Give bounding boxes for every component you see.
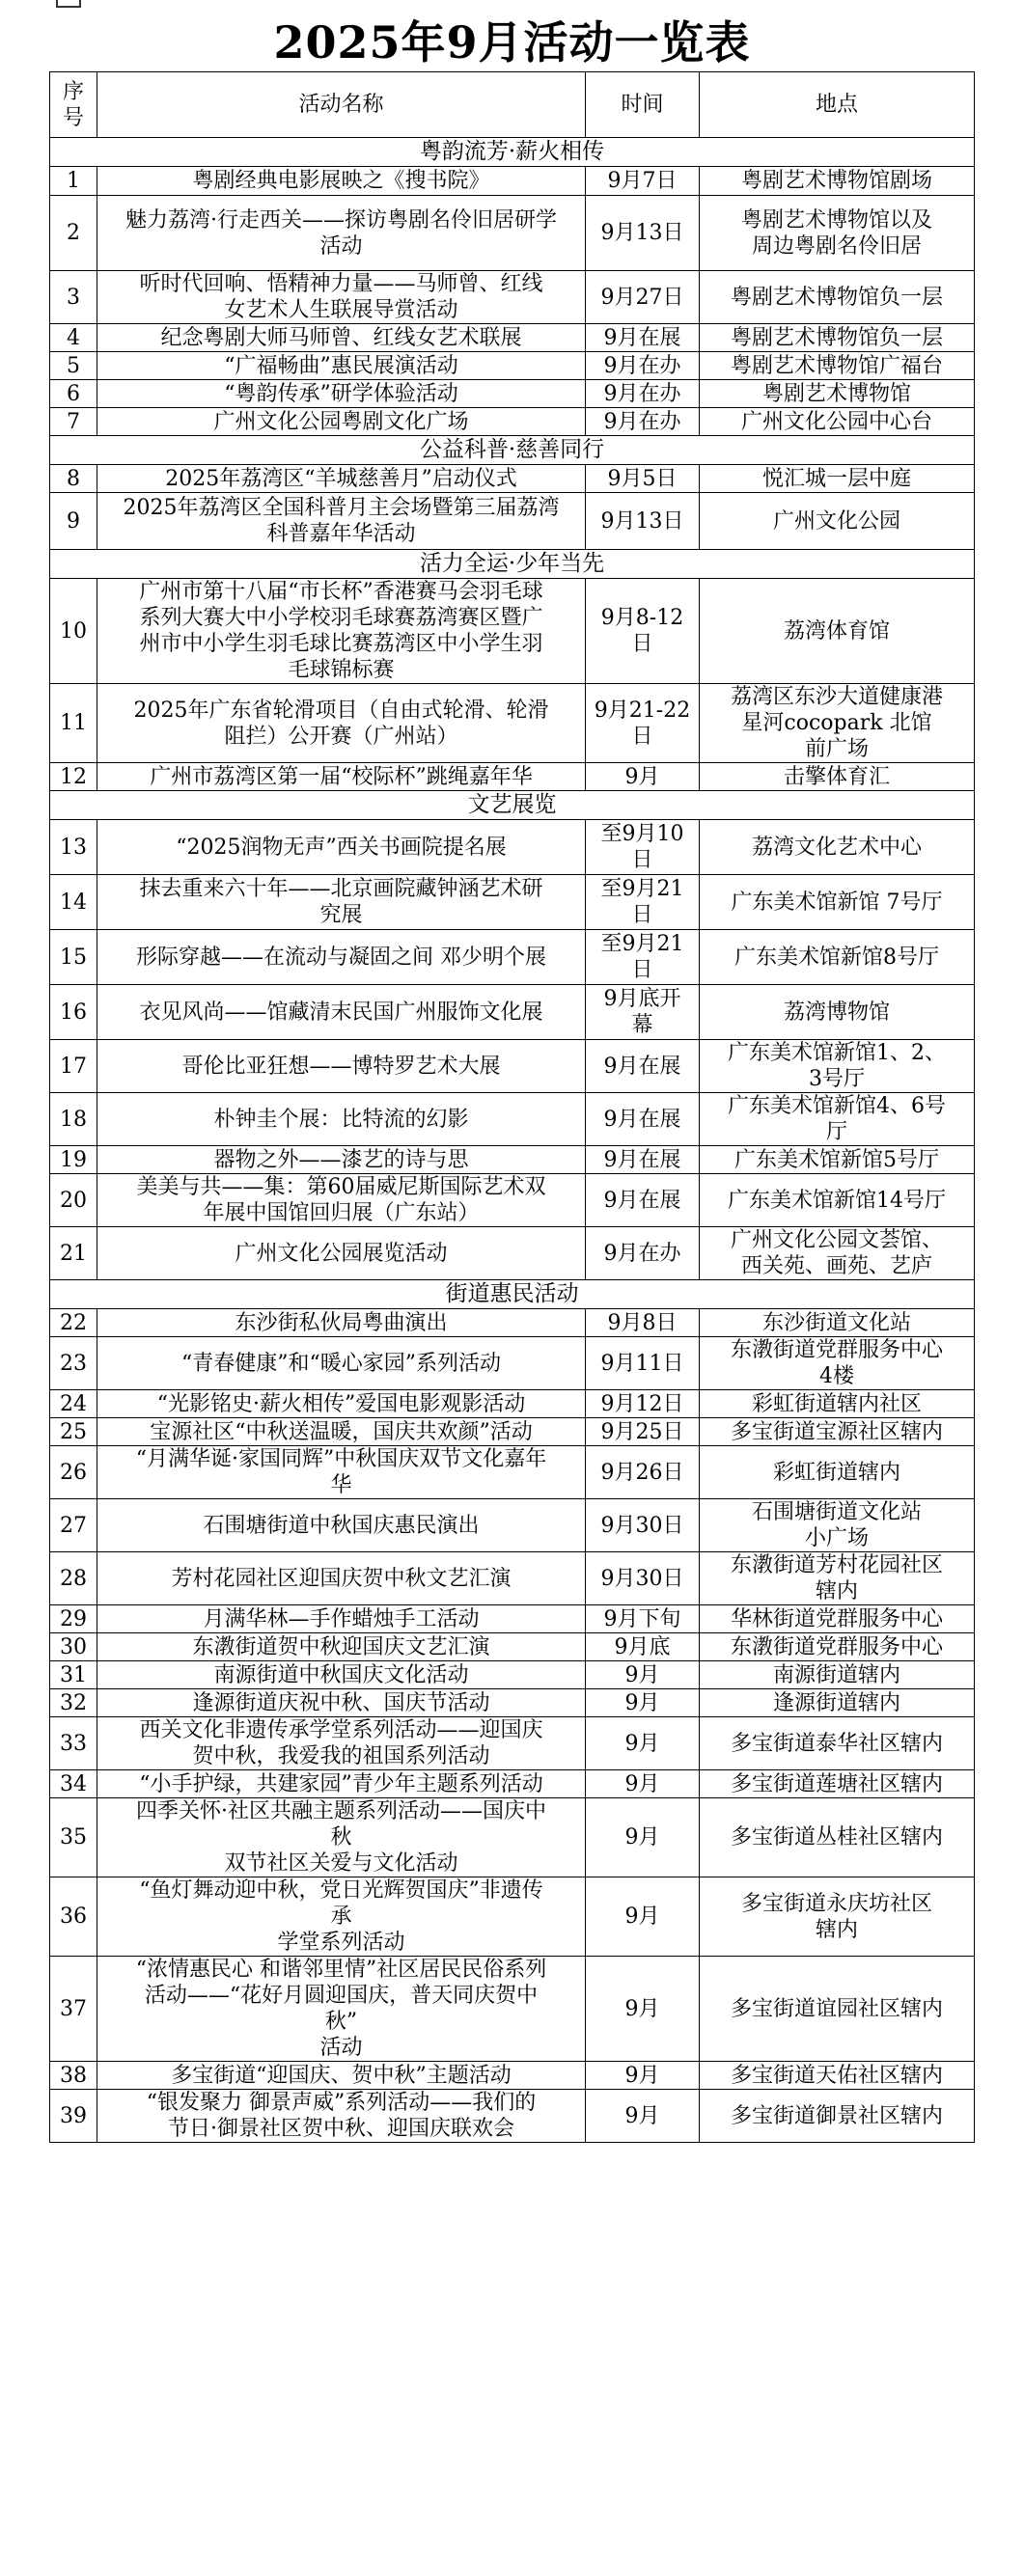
cell-name: 宝源社区“中秋送温暖，国庆共欢颜”活动 — [97, 1418, 586, 1446]
cell-name: “青春健康”和“暖心家园”系列活动 — [97, 1337, 586, 1390]
cell-place: 粤剧艺术博物馆负一层 — [700, 324, 975, 352]
cell-time: 9月 — [586, 1717, 700, 1770]
cell-place: 广东美术馆新馆4、6号 厅 — [700, 1093, 975, 1146]
cell-time: 9月在展 — [586, 1093, 700, 1146]
table-row — [50, 1605, 975, 1633]
table-row — [50, 1499, 975, 1552]
cell-name: 器物之外——漆艺的诗与思 — [97, 1146, 586, 1174]
cell-time: 9月8-12 日 — [586, 579, 700, 684]
table-row — [50, 1689, 975, 1717]
cell-num: 9 — [50, 493, 97, 550]
cell-num: 11 — [50, 684, 97, 763]
cell-name: 形际穿越——在流动与凝固之间 邓少明个展 — [97, 930, 586, 985]
header-row — [50, 72, 975, 138]
cell-name: “广福畅曲”惠民展演活动 — [97, 352, 586, 380]
cell-time: 至9月10 日 — [586, 820, 700, 875]
cell-name: 抹去重来六十年——北京画院藏钟涵艺术研 究展 — [97, 875, 586, 930]
cell-num: 33 — [50, 1717, 97, 1770]
cell-num: 23 — [50, 1337, 97, 1390]
cell-name: 粤剧经典电影展映之《搜书院》 — [97, 167, 586, 196]
section-row — [50, 138, 975, 167]
section-title: 文艺展览 — [50, 791, 975, 820]
table-row — [50, 875, 975, 930]
table-row — [50, 1146, 975, 1174]
cell-place: 击擎体育汇 — [700, 763, 975, 791]
cell-place: 多宝街道御景社区辖内 — [700, 2090, 975, 2143]
cell-name: 西关文化非遗传承学堂系列活动——迎国庆 贺中秋，我爱我的祖国系列活动 — [97, 1717, 586, 1770]
cell-num: 3 — [50, 271, 97, 324]
cell-time: 9月底开 幕 — [586, 985, 700, 1040]
cell-place: 粤剧艺术博物馆以及 周边粤剧名伶旧居 — [700, 196, 975, 271]
cell-name: 魅力荔湾·行走西关——探访粤剧名伶旧居研学 活动 — [97, 196, 586, 271]
cell-place: 粤剧艺术博物馆 — [700, 380, 975, 408]
cell-time: 9月 — [586, 2062, 700, 2090]
cell-place: 彩虹街道辖内社区 — [700, 1390, 975, 1418]
section-row — [50, 791, 975, 820]
table-row — [50, 1552, 975, 1605]
cell-name: 朴钟圭个展：比特流的幻影 — [97, 1093, 586, 1146]
cell-num: 25 — [50, 1418, 97, 1446]
table-row — [50, 324, 975, 352]
table-row — [50, 1418, 975, 1446]
cell-name: “浓情惠民心 和谐邻里情”社区居民民俗系列 活动——“花好月圆迎国庆，普天同庆贺中 秋” 活动 — [97, 1957, 586, 2062]
cell-name: 纪念粤剧大师马师曾、红线女艺术联展 — [97, 324, 586, 352]
cell-place: 南源街道辖内 — [700, 1661, 975, 1689]
cell-time: 9月13日 — [586, 196, 700, 271]
cell-time: 9月8日 — [586, 1309, 700, 1337]
cell-place: 广东美术馆新馆1、2、 3号厅 — [700, 1040, 975, 1093]
table-row — [50, 1661, 975, 1689]
section-title: 活力全运·少年当先 — [50, 550, 975, 579]
cell-time: 9月11日 — [586, 1337, 700, 1390]
cell-place: 荔湾区东沙大道健康港 星河cocopark 北馆 前广场 — [700, 684, 975, 763]
cell-num: 32 — [50, 1689, 97, 1717]
cell-place: 东漖街道党群服务中心 4楼 — [700, 1337, 975, 1390]
cell-name: 哥伦比亚狂想——博特罗艺术大展 — [97, 1040, 586, 1093]
table-row — [50, 1390, 975, 1418]
cell-place: 荔湾博物馆 — [700, 985, 975, 1040]
table-row — [50, 684, 975, 763]
cell-place: 荔湾体育馆 — [700, 579, 975, 684]
cell-name: 广州文化公园粤剧文化广场 — [97, 408, 586, 436]
section-row — [50, 550, 975, 579]
cell-name: 芳村花园社区迎国庆贺中秋文艺汇演 — [97, 1552, 586, 1605]
cell-place: 多宝街道谊园社区辖内 — [700, 1957, 975, 2062]
table-row — [50, 1040, 975, 1093]
table-row — [50, 820, 975, 875]
cell-place: 广州文化公园中心台 — [700, 408, 975, 436]
activity-table — [49, 71, 975, 2143]
cell-time: 9月30日 — [586, 1499, 700, 1552]
header-num-label: 序 号 — [62, 79, 84, 130]
cell-name: “2025润物无声”西关书画院提名展 — [97, 820, 586, 875]
table-row — [50, 1093, 975, 1146]
table-row — [50, 763, 975, 791]
table-row — [50, 1717, 975, 1770]
table-row — [50, 167, 975, 196]
cell-time: 9月下旬 — [586, 1605, 700, 1633]
cell-time: 9月 — [586, 763, 700, 791]
table-row — [50, 930, 975, 985]
cell-time: 9月25日 — [586, 1418, 700, 1446]
table-row — [50, 465, 975, 493]
cell-time: 9月 — [586, 1661, 700, 1689]
cell-num: 39 — [50, 2090, 97, 2143]
cell-name: “小手护绿，共建家园”青少年主题系列活动 — [97, 1770, 586, 1798]
table-row — [50, 1227, 975, 1280]
cell-place: 多宝街道永庆坊社区 辖内 — [700, 1877, 975, 1957]
table-row — [50, 1633, 975, 1661]
table-row — [50, 271, 975, 324]
cell-num: 38 — [50, 2062, 97, 2090]
cell-time: 至9月21 日 — [586, 875, 700, 930]
cell-time: 9月在办 — [586, 408, 700, 436]
cell-name: 2025年广东省轮滑项目（自由式轮滑、轮滑 阻拦）公开赛（广州站） — [97, 684, 586, 763]
cell-num: 13 — [50, 820, 97, 875]
cell-num: 36 — [50, 1877, 97, 1957]
section-row — [50, 436, 975, 465]
header-time: 时间 — [586, 72, 700, 138]
cell-time: 9月在办 — [586, 380, 700, 408]
cell-num: 31 — [50, 1661, 97, 1689]
cell-num: 16 — [50, 985, 97, 1040]
cell-time: 9月在展 — [586, 1146, 700, 1174]
cell-num: 15 — [50, 930, 97, 985]
table-row — [50, 1770, 975, 1798]
cell-name: 广州市第十八届“市长杯”香港赛马会羽毛球 系列大赛大中小学校羽毛球赛荔湾赛区暨广 州市中小学生羽毛球比赛荔湾区中小学生羽 毛球锦标赛 — [97, 579, 586, 684]
cell-name: “鱼灯舞动迎中秋，党日光辉贺国庆”非遗传 承 学堂系列活动 — [97, 1877, 586, 1957]
cell-time: 9月在办 — [586, 1227, 700, 1280]
cell-name: 南源街道中秋国庆文化活动 — [97, 1661, 586, 1689]
cell-place: 粤剧艺术博物馆剧场 — [700, 167, 975, 196]
cell-time: 9月 — [586, 1877, 700, 1957]
cell-place: 多宝街道莲塘社区辖内 — [700, 1770, 975, 1798]
cell-place: 多宝街道宝源社区辖内 — [700, 1418, 975, 1446]
cell-time: 9月 — [586, 1770, 700, 1798]
table-row — [50, 1446, 975, 1499]
cell-num: 28 — [50, 1552, 97, 1605]
cell-num: 4 — [50, 324, 97, 352]
header-place: 地点 — [700, 72, 975, 138]
cell-num: 24 — [50, 1390, 97, 1418]
cell-place: 东沙街道文化站 — [700, 1309, 975, 1337]
cell-place: 荔湾文化艺术中心 — [700, 820, 975, 875]
cell-num: 19 — [50, 1146, 97, 1174]
cell-name: 逢源街道庆祝中秋、国庆节活动 — [97, 1689, 586, 1717]
cell-place: 东漖街道党群服务中心 — [700, 1633, 975, 1661]
cell-name: “光影铭史·薪火相传”爱国电影观影活动 — [97, 1390, 586, 1418]
cell-num: 29 — [50, 1605, 97, 1633]
cell-time: 9月7日 — [586, 167, 700, 196]
cell-name: 美美与共——集：第60届威尼斯国际艺术双 年展中国馆回归展（广东站） — [97, 1174, 586, 1227]
cell-place: 广东美术馆新馆8号厅 — [700, 930, 975, 985]
cell-time: 9月21-22 日 — [586, 684, 700, 763]
cell-place: 多宝街道泰华社区辖内 — [700, 1717, 975, 1770]
cell-num: 12 — [50, 763, 97, 791]
cell-place: 悦汇城一层中庭 — [700, 465, 975, 493]
cell-place: 华林街道党群服务中心 — [700, 1605, 975, 1633]
header-name: 活动名称 — [97, 72, 586, 138]
cell-name: “月满华诞·家国同辉”中秋国庆双节文化嘉年 华 — [97, 1446, 586, 1499]
cell-num: 17 — [50, 1040, 97, 1093]
cell-name: 2025年荔湾区“羊城慈善月”启动仪式 — [97, 465, 586, 493]
page-title: 2025年9月活动一览表 — [273, 16, 751, 69]
cell-place: 多宝街道天佑社区辖内 — [700, 2062, 975, 2090]
cell-num: 2 — [50, 196, 97, 271]
cell-name: 东漖街道贺中秋迎国庆文艺汇演 — [97, 1633, 586, 1661]
cell-name: 听时代回响、悟精神力量——马师曾、红线 女艺术人生联展导赏活动 — [97, 271, 586, 324]
cell-num: 6 — [50, 380, 97, 408]
cell-num: 30 — [50, 1633, 97, 1661]
table-row — [50, 493, 975, 550]
table-body — [50, 138, 975, 2143]
cell-place: 逢源街道辖内 — [700, 1689, 975, 1717]
cell-num: 1 — [50, 167, 97, 196]
cell-num: 20 — [50, 1174, 97, 1227]
cell-place: 东漖街道芳村花园社区 辖内 — [700, 1552, 975, 1605]
cell-num: 26 — [50, 1446, 97, 1499]
table-row — [50, 408, 975, 436]
section-title: 公益科普·慈善同行 — [50, 436, 975, 465]
corner-mark — [56, 0, 81, 8]
cell-name: 广州市荔湾区第一届“校际杯”跳绳嘉年华 — [97, 763, 586, 791]
cell-time: 9月在展 — [586, 1174, 700, 1227]
cell-place: 广东美术馆新馆14号厅 — [700, 1174, 975, 1227]
table-row — [50, 1337, 975, 1390]
table-row — [50, 196, 975, 271]
cell-time: 9月 — [586, 1957, 700, 2062]
header-num — [50, 72, 97, 138]
section-row — [50, 1280, 975, 1309]
section-title: 街道惠民活动 — [50, 1280, 975, 1309]
table-row — [50, 352, 975, 380]
cell-place: 粤剧艺术博物馆广福台 — [700, 352, 975, 380]
cell-num: 7 — [50, 408, 97, 436]
cell-time: 9月30日 — [586, 1552, 700, 1605]
table-row — [50, 579, 975, 684]
cell-num: 18 — [50, 1093, 97, 1146]
cell-num: 5 — [50, 352, 97, 380]
cell-time: 9月 — [586, 1798, 700, 1877]
cell-place: 粤剧艺术博物馆负一层 — [700, 271, 975, 324]
cell-place: 多宝街道丛桂社区辖内 — [700, 1798, 975, 1877]
cell-name: 衣见风尚——馆藏清末民国广州服饰文化展 — [97, 985, 586, 1040]
cell-place: 广东美术馆新馆 7号厅 — [700, 875, 975, 930]
cell-name: 2025年荔湾区全国科普月主会场暨第三届荔湾 科普嘉年华活动 — [97, 493, 586, 550]
cell-place: 广州文化公园文荟馆、 西关苑、画苑、艺庐 — [700, 1227, 975, 1280]
cell-time: 9月5日 — [586, 465, 700, 493]
cell-num: 21 — [50, 1227, 97, 1280]
cell-num: 34 — [50, 1770, 97, 1798]
cell-name: 石围塘街道中秋国庆惠民演出 — [97, 1499, 586, 1552]
cell-time: 9月27日 — [586, 271, 700, 324]
cell-time: 9月在展 — [586, 324, 700, 352]
table-row — [50, 1957, 975, 2062]
table-row — [50, 380, 975, 408]
cell-time: 9月底 — [586, 1633, 700, 1661]
cell-name: 月满华林—手作蜡烛手工活动 — [97, 1605, 586, 1633]
cell-place: 彩虹街道辖内 — [700, 1446, 975, 1499]
cell-name: “粤韵传承”研学体验活动 — [97, 380, 586, 408]
cell-num: 37 — [50, 1957, 97, 2062]
cell-time: 9月 — [586, 1689, 700, 1717]
table-row — [50, 1798, 975, 1877]
cell-place: 广东美术馆新馆5号厅 — [700, 1146, 975, 1174]
table-row — [50, 1174, 975, 1227]
cell-time: 至9月21 日 — [586, 930, 700, 985]
cell-name: 广州文化公园展览活动 — [97, 1227, 586, 1280]
cell-name: “银发聚力 御景声威”系列活动——我们的 节日·御景社区贺中秋、迎国庆联欢会 — [97, 2090, 586, 2143]
table-row — [50, 2062, 975, 2090]
cell-num: 27 — [50, 1499, 97, 1552]
cell-name: 东沙街私伙局粤曲演出 — [97, 1309, 586, 1337]
table-row — [50, 1877, 975, 1957]
cell-time: 9月在办 — [586, 352, 700, 380]
table-row — [50, 985, 975, 1040]
cell-num: 35 — [50, 1798, 97, 1877]
cell-place: 石围塘街道文化站 小广场 — [700, 1499, 975, 1552]
cell-num: 14 — [50, 875, 97, 930]
cell-time: 9月26日 — [586, 1446, 700, 1499]
cell-time: 9月13日 — [586, 493, 700, 550]
top-edge — [0, 0, 1024, 10]
cell-num: 8 — [50, 465, 97, 493]
cell-time: 9月 — [586, 2090, 700, 2143]
cell-num: 10 — [50, 579, 97, 684]
cell-time: 9月在展 — [586, 1040, 700, 1093]
cell-name: 多宝街道“迎国庆、贺中秋”主题活动 — [97, 2062, 586, 2090]
table-row — [50, 1309, 975, 1337]
cell-time: 9月12日 — [586, 1390, 700, 1418]
section-title: 粤韵流芳·薪火相传 — [50, 138, 975, 167]
table-row — [50, 2090, 975, 2143]
cell-num: 22 — [50, 1309, 97, 1337]
cell-name: 四季关怀·社区共融主题系列活动——国庆中 秋 双节社区关爱与文化活动 — [97, 1798, 586, 1877]
cell-place: 广州文化公园 — [700, 493, 975, 550]
